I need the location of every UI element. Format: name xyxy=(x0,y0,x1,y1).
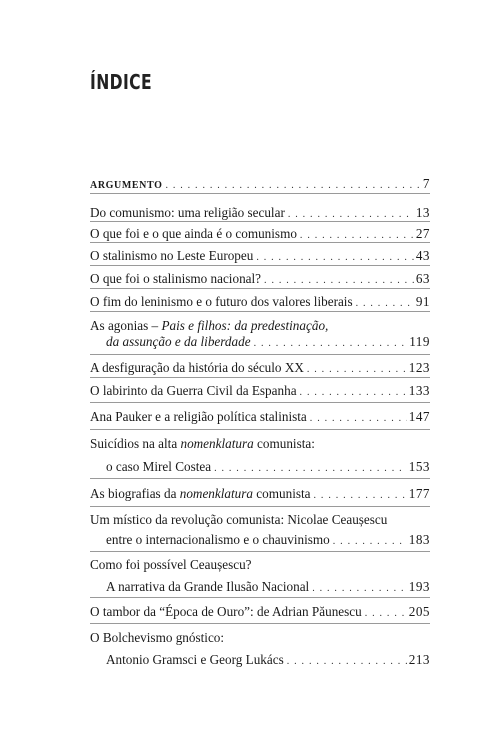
dot-leader xyxy=(214,461,407,477)
divider xyxy=(90,311,430,312)
dot-leader xyxy=(254,336,408,352)
divider xyxy=(90,506,430,507)
divider xyxy=(90,429,430,430)
divider xyxy=(90,597,430,598)
page-number: 43 xyxy=(415,248,430,263)
page-number: 13 xyxy=(415,205,430,220)
entry-title: A desfiguração da história do século XX xyxy=(90,360,304,375)
toc-entry xyxy=(90,383,430,401)
toc-entry xyxy=(90,630,430,670)
toc-entry xyxy=(90,360,430,378)
dot-leader xyxy=(312,581,406,597)
divider xyxy=(90,377,430,378)
page-number: 205 xyxy=(408,604,430,619)
toc-entry xyxy=(90,557,430,597)
dot-leader xyxy=(264,273,414,289)
page-number: 193 xyxy=(408,579,430,594)
divider xyxy=(90,402,430,403)
dot-leader xyxy=(310,411,407,427)
page-number: 147 xyxy=(408,409,430,424)
toc-entry-argumento xyxy=(90,176,430,194)
divider xyxy=(90,242,430,243)
page-number: 213 xyxy=(408,652,430,667)
entry-title: O tambor da “Época de Ouro”: de Adrian Păunescu xyxy=(90,604,362,619)
entry-title: Do comunismo: uma religião secular xyxy=(90,205,285,220)
toc-entry xyxy=(90,294,430,312)
dot-leader xyxy=(356,296,414,312)
divider xyxy=(90,193,430,194)
toc-entry xyxy=(90,248,430,266)
dot-leader xyxy=(333,534,407,550)
divider xyxy=(90,288,430,289)
entry-title: As agonias – Pais e filhos: da predestinação, xyxy=(90,318,329,333)
dot-leader xyxy=(287,654,407,670)
index-title: ÍNDICE xyxy=(90,70,153,94)
toc-line xyxy=(90,176,430,194)
toc-entry xyxy=(90,409,430,427)
toc-entry xyxy=(90,318,430,352)
dot-leader xyxy=(307,362,407,378)
dot-leader xyxy=(314,488,407,504)
entry-title-continued: A narrativa da Grande Ilusão Nacional xyxy=(106,579,310,594)
entry-title: Um místico da revolução comunista: Nicolae Ceaușescu xyxy=(90,512,388,527)
entry-title: Ana Pauker e a religião política stalinista xyxy=(90,409,307,424)
dot-leader xyxy=(365,606,407,622)
dot-leader xyxy=(300,385,407,401)
dot-leader xyxy=(165,178,420,194)
toc-entry xyxy=(90,486,430,504)
entry-title: ARGUMENTO xyxy=(90,180,163,191)
entry-title: O Bolchevismo gnóstico: xyxy=(90,630,225,645)
divider xyxy=(90,354,430,355)
divider xyxy=(90,478,430,479)
page-number: 63 xyxy=(415,271,430,286)
entry-title: O que foi o stalinismo nacional? xyxy=(90,271,262,286)
entry-title-continued: Antonio Gramsci e Georg Lukács xyxy=(106,652,284,667)
toc-entry xyxy=(90,512,430,550)
toc-entry xyxy=(90,604,430,622)
divider xyxy=(90,551,430,552)
entry-title: As biografias da nomenklatura comunista xyxy=(90,486,311,501)
page-number: 7 xyxy=(422,176,430,191)
toc-entry xyxy=(90,271,430,289)
page-number: 177 xyxy=(408,486,430,501)
page-number: 133 xyxy=(408,383,430,398)
entry-title: Como foi possível Ceaușescu? xyxy=(90,557,252,572)
page-number: 183 xyxy=(408,532,430,547)
toc-entry xyxy=(90,436,430,477)
entry-title-continued: entre o internacionalismo e o chauvinismo xyxy=(106,532,330,547)
divider xyxy=(90,221,430,222)
entry-title-continued: o caso Mirel Costea xyxy=(106,459,212,474)
divider xyxy=(90,265,430,266)
page-number: 123 xyxy=(408,360,430,375)
page-number: 153 xyxy=(408,459,430,474)
divider xyxy=(90,623,430,624)
entry-title: Suicídios na alta nomenklatura comunista: xyxy=(90,436,315,451)
page-number: 91 xyxy=(415,294,430,309)
dot-leader xyxy=(256,250,413,266)
entry-title: O fim do leninismo e o futuro dos valores liberais xyxy=(90,294,353,309)
entry-title: O stalinismo no Leste Europeu xyxy=(90,248,254,263)
entry-title: O que foi e o que ainda é o comunismo xyxy=(90,226,297,241)
page-number: 27 xyxy=(415,226,430,241)
page-number: 119 xyxy=(409,334,430,349)
entry-title: O labirinto da Guerra Civil da Espanha xyxy=(90,383,297,398)
entry-title-continued: da assunção e da liberdade xyxy=(106,334,251,349)
